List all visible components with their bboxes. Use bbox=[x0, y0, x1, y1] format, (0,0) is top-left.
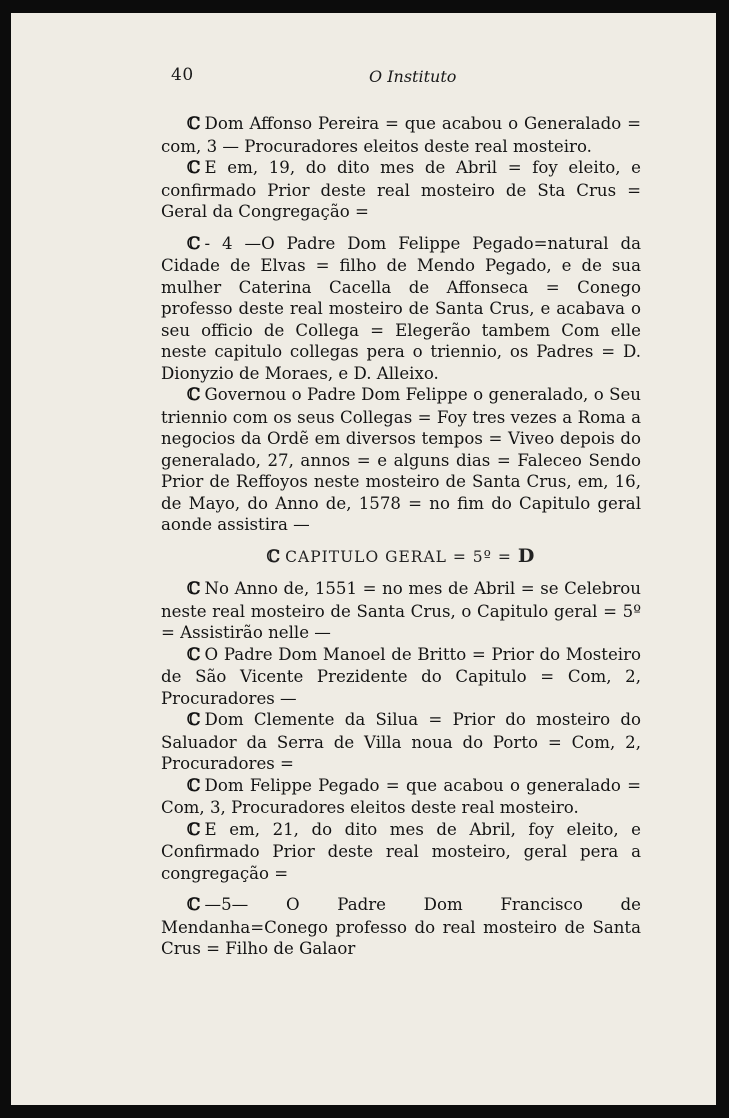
paragraph-text: O Padre Dom Manoel de Britto = Prior do Mosteiro de São Vicente Prezidente do Capitulo = Com, 2, Procuradores — bbox=[161, 644, 641, 708]
pilcrow-icon: ℂ bbox=[187, 710, 201, 730]
chapter-heading-text: CAPITULO GERAL = 5º = bbox=[285, 547, 512, 566]
chapter-heading bbox=[161, 546, 641, 569]
paragraph bbox=[161, 384, 641, 536]
pilcrow-icon: ℂ bbox=[187, 819, 201, 840]
paragraph bbox=[161, 157, 641, 223]
pilcrow-icon: ℂ bbox=[266, 546, 282, 567]
paragraph bbox=[161, 578, 641, 644]
paragraph-text: E em, 19, do dito mes de Abril = foy eleito, e confirmado Prior deste real mosteiro de Sta Crus = Geral da Congregação = bbox=[161, 158, 641, 221]
paragraph bbox=[161, 113, 641, 157]
paragraph-text: No Anno de, 1551 = no mes de Abril = se Celebrou neste real mosteiro de Santa Crus, o Capitulo geral = 5º = Assistirão nelle — bbox=[161, 579, 641, 642]
pilcrow-icon: ℂ bbox=[187, 775, 201, 796]
running-title: O Instituto bbox=[369, 67, 457, 86]
pilcrow-icon: ℂ bbox=[187, 158, 201, 178]
pilcrow-icon: ℂ bbox=[187, 385, 201, 405]
paragraph-text: Governou o Padre Dom Felippe o generalado, o Seu triennio com os seus Collegas = Foy tres vezes a Roma a negocios da Ordẽ em diversos tempos = Viveo depois do generalado, 27, annos = e alguns dias = Faleceo Sendo Prior de Reffoyos neste mosteiro de Santa Crus, em, 16, de Mayo, do Anno de, 1578 = no fim do Capitulo geral aonde assistira — bbox=[161, 385, 641, 534]
pilcrow-icon: ℂ bbox=[187, 579, 201, 599]
paragraph bbox=[161, 644, 641, 710]
paragraph bbox=[161, 775, 641, 819]
page-body bbox=[161, 113, 641, 960]
book-page bbox=[11, 13, 716, 1105]
paragraph-text: E em, 21, do dito mes de Abril, foy eleito, e Confirmado Prior deste real mosteiro, geral pera a congregação = bbox=[161, 819, 641, 883]
paragraph bbox=[161, 709, 641, 775]
paragraph bbox=[161, 819, 641, 885]
pilcrow-icon: ℂ bbox=[187, 114, 201, 134]
page-number: 40 bbox=[171, 65, 194, 85]
pilcrow-icon: ℂ bbox=[187, 233, 201, 254]
paragraph-text: Dom Felippe Pegado = que acabou o generalado = Com, 3, Procuradores eleitos deste real mosteiro. bbox=[161, 775, 641, 817]
pilcrow-icon: ℂ bbox=[187, 895, 201, 915]
closing-mark-icon: D bbox=[517, 544, 536, 567]
paragraph bbox=[161, 894, 641, 960]
pilcrow-icon: ℂ bbox=[187, 644, 201, 665]
page-header bbox=[11, 61, 716, 91]
paragraph-text: - 4 —O Padre Dom Felippe Pegado=natural da Cidade de Elvas = filho de Mendo Pegado, e de sua mulher Caterina Cacella de Affonseca = Conego professo deste real mosteiro de Santa Crus, e acabava o seu officio de Collega = Elegerão tambem Com elle neste capitulo collegas pera o triennio, os Padres = D. Dionyzio de Moraes, e D. Alleixo. bbox=[161, 233, 641, 383]
paragraph bbox=[161, 233, 641, 385]
paragraph-text: Dom Affonso Pereira = que acabou o Generalado = com, 3 — Procuradores eleitos deste real mosteiro. bbox=[161, 114, 641, 156]
paragraph-text: Dom Clemente da Silua = Prior do mosteiro do Saluador da Serra de Villa noua do Porto = Com, 2, Procuradores = bbox=[161, 710, 641, 773]
paragraph-text: —5— O Padre Dom Francisco de Mendanha=Conego professo do real mosteiro de Santa Crus = Filho de Galaor bbox=[161, 895, 641, 958]
